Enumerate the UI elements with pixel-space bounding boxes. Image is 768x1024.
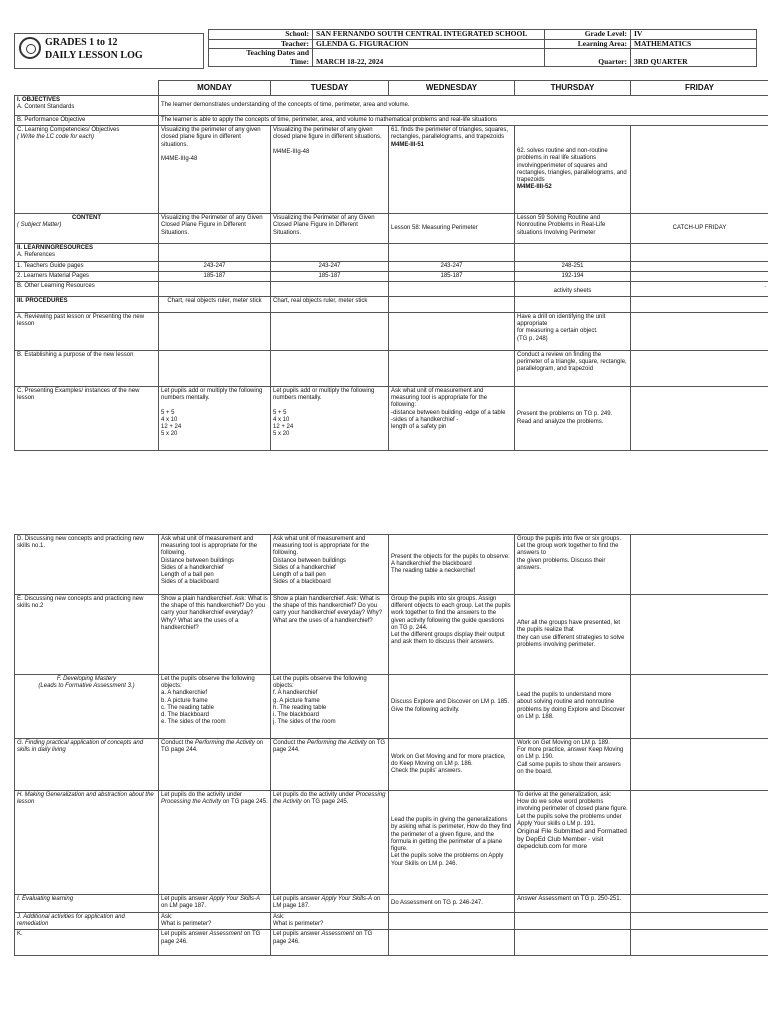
- area-value: MATHEMATICS: [631, 39, 757, 49]
- lesson-table-part1: [14, 80, 768, 451]
- a-thursday: Have a drill on identifying the unit appropriate for measuring a certain object. (TG p. 248): [515, 313, 631, 351]
- e-wednesday: Group the pupils into six groups. Assign different objects to each group. Let the pupils work together to find the answers to the given activity following the guide questions on TG p. 244. Let the different groups display their output and ask them to discuss their answers.: [389, 595, 515, 675]
- day-friday: FRIDAY: [631, 81, 768, 96]
- grade-label: Grade Level:: [545, 30, 631, 40]
- lc-monday: Visualizing the perimeter of any given closed plane figure in different situations. M4ME-IIIg-48: [159, 126, 271, 214]
- row-label-b: B. Establishing a purpose of the new lesson: [15, 351, 159, 387]
- lc-thursday: 62. solves routine and non-routine problems in real life situations involvingperimeter of squares and rectangles, triangles, parallelograms, and trapezoids M4ME-IIII-52: [515, 126, 631, 214]
- d-tuesday: Ask what unit of measurement and measuring tool is appropriate for the following. Distance between buildings Sides of a handkerchief Length of a ball pen Sides of a blackboard: [271, 535, 389, 595]
- content-standards-text: The learner demonstrates understanding of the concepts of time, perimeter, area and volume.: [159, 96, 768, 116]
- row-label-tg: 1. Teachers Guide pages: [15, 261, 159, 271]
- row-label-content: CONTENT ( Subject Matter): [15, 214, 159, 244]
- i-thursday: Answer Assessment on TG p. 250-251.: [515, 895, 631, 913]
- f-wednesday: Discuss Explore and Discover on LM p. 185. Give the following activity.: [389, 675, 515, 739]
- c-monday: Let pupils add or multiply the following numbers mentally. 5 + 5 4 x 10 12 + 24 5 x 20: [159, 387, 271, 451]
- lc-wednesday: 61. finds the perimeter of triangles, squares, rectangles, parallelograms, and trapezoids M4ME-III-51: [389, 126, 515, 214]
- title-line1: GRADES 1 to 12: [45, 37, 118, 48]
- e-tuesday: Show a plain handkerchief. Ask: What is the shape of this handkerchief? Do you carry your handkerchief everyday? Why? What are the uses of a handkerchief?: [271, 595, 389, 675]
- b-thursday: Conduct a review on finding the perimeter of a triangle, square, rectangle, parallelogram, and trapezoid: [515, 351, 631, 387]
- lc-friday: [631, 126, 768, 214]
- j-tuesday: Ask: What is perimeter?: [271, 913, 389, 930]
- row-label-j: J. Additional activities for application and remediation: [15, 913, 159, 930]
- day-wednesday: WEDNESDAY: [389, 81, 515, 96]
- h-monday: Let pupils do the activity under Processing the Activity on TG page 245.: [159, 791, 271, 895]
- row-label-objectives: I. OBJECTIVES A. Content Standards: [15, 96, 159, 116]
- lm-tuesday: 185-187: [271, 271, 389, 281]
- c-thursday: Present the problems on TG p. 249. Read and analyze the problems.: [515, 387, 631, 451]
- c-wednesday: Ask what unit of measurement and measuring tool is appropriate for the following: -distance between building -edge of a table -sides of a handkerchief - length of a safety pin: [389, 387, 515, 451]
- row-label-d: D. Discussing new concepts and practicing new skills no.1.: [15, 535, 159, 595]
- lm-thursday: 192-194: [515, 271, 631, 281]
- dates-value: MARCH 18-22, 2024: [313, 49, 545, 67]
- row-label-k: K.: [15, 930, 159, 956]
- g-monday: Conduct the Performing the Activity on TG page 244.: [159, 739, 271, 791]
- i-monday: Let pupils answer Apply Your Skills-A on LM page 187.: [159, 895, 271, 913]
- header-logo-box: [14, 33, 204, 69]
- lesson-table-part2: [14, 534, 768, 956]
- dates-label: Teaching Dates and Time:: [209, 49, 313, 67]
- row-label-competencies: C. Learning Competencies/ Objectives ( Write the LC code for each): [15, 126, 159, 214]
- lm-monday: 185-187: [159, 271, 271, 281]
- c-tuesday: Let pupils add or multiply the following numbers mentally. 5 + 5 4 x 10 12 + 24 5 x 20: [271, 387, 389, 451]
- lm-wednesday: 185-187: [389, 271, 515, 281]
- content-monday: Visualizing the Perimeter of any Given Closed Plane Figure in Different Situations.: [159, 214, 271, 244]
- proc-tuesday: Chart, real objects ruler, meter stick: [271, 297, 389, 313]
- f-monday: Let the pupils observe the following objects: a. A handkerchief b. A picture frame c. The reading table d. The blackboard e. The sides of the room: [159, 675, 271, 739]
- tg-monday: 243-247: [159, 261, 271, 271]
- deped-seal-icon: [19, 37, 41, 59]
- teacher-label: Teacher:: [209, 39, 313, 49]
- school-label: School:: [209, 30, 313, 40]
- row-label-f: F. Developing Mastery (Leads to Formative Assessment 3.): [15, 675, 159, 739]
- quarter-value: 3RD QUARTER: [631, 49, 757, 67]
- lc-tuesday: Visualizing the perimeter of any given closed plane figure in different situations. M4ME-IIIg-48: [271, 126, 389, 214]
- depedclub-note: Original File Submitted and Formatted by DepEd Club Member - visit depedclub.com for more: [517, 828, 627, 851]
- row-label-c: C. Presenting Examples/ instances of the new lesson: [15, 387, 159, 451]
- j-monday: Ask: What is perimeter?: [159, 913, 271, 930]
- e-monday: Show a plain handkerchief. Ask: What is the shape of this handkerchief? Do you carry your handkerchief everyday? Why? What are the uses of a handkerchief?: [159, 595, 271, 675]
- row-label-performance: B. Performance Objective: [15, 116, 159, 126]
- i-wednesday: Do Assessment on TG p. 246-247.: [389, 895, 515, 913]
- i-tuesday: Let pupils answer Apply Your Skills-A on LM page 187.: [271, 895, 389, 913]
- area-label: Learning Area:: [545, 39, 631, 49]
- content-thursday: Lesson 59 Solving Routine and Nonroutine Problems in Real-Life situations Involving Perimeter: [515, 214, 631, 244]
- g-tuesday: Conduct the Performing the Activity on TG page 244.: [271, 739, 389, 791]
- content-wednesday: Lesson 58: Measuring Perimeter: [389, 214, 515, 244]
- quarter-label: Quarter:: [545, 49, 631, 67]
- header-info-table: [208, 29, 757, 67]
- row-label-other: B. Other Learning Resources: [15, 282, 159, 297]
- proc-monday: Chart, real objects ruler, meter stick: [159, 297, 271, 313]
- day-tuesday: TUESDAY: [271, 81, 389, 96]
- tg-wednesday: 243-247: [389, 261, 515, 271]
- row-label-i: I. Evaluating learning: [15, 895, 159, 913]
- other-friday: .: [631, 282, 768, 297]
- f-tuesday: Let the pupils observe the following objects: f. A handkerchief g. A picture frame h. The reading table i. The blackboard j. The sides of the room: [271, 675, 389, 739]
- title-line2: DAILY LESSON LOG: [45, 50, 143, 61]
- day-header-row: [15, 81, 768, 96]
- g-thursday: Work on Get Moving on LM p. 189. For more practice, answer Keep Moving on LM p. 190. Call some pupils to show their answers on the board.: [515, 739, 631, 791]
- row-label-procedures: III. PROCEDURES: [15, 297, 159, 313]
- tg-thursday: 248-251: [515, 261, 631, 271]
- row-label-resources: II. LEARNINGRESOURCES A. References: [15, 244, 159, 261]
- d-thursday: Group the pupils into five or six groups. Let the group work together to find the answers to the given problems. Discuss their answers.: [515, 535, 631, 595]
- day-thursday: THURSDAY: [515, 81, 631, 96]
- h-thursday: To derive at the generalization, ask: How do we solve word problems involving perimeter of closed plane figure. Let the pupils solve the problems under Apply Your skills o LM p. 191. Original File Submitted and Formatted by DepEd Club Member - visit depedclub.com for more: [515, 791, 631, 895]
- teacher-value: GLENDA G. FIGURACION: [313, 39, 545, 49]
- row-label-g: G. Finding practical application of concepts and skills in daily living: [15, 739, 159, 791]
- content-tuesday: Visualizing the Perimeter of any Given Closed Plane Figure in Different Situations.: [271, 214, 389, 244]
- row-label-a: A. Reviewing past lesson or Presenting the new lesson: [15, 313, 159, 351]
- tg-tuesday: 243-247: [271, 261, 389, 271]
- other-thursday: activity sheets: [515, 282, 631, 297]
- d-wednesday: Present the objects for the pupils to observe: A handkerchief the blackboard The reading table a neckerchief: [389, 535, 515, 595]
- e-thursday: After all the groups have presented, let the pupils realize that they can use different strategies to solve problems involving perimeter.: [515, 595, 631, 675]
- h-wednesday: Lead the pupils in giving the generalizations by asking what is perimeter, How do they find the perimeter of a given figure, and the formula in getting the perimeter of a plane figure. Let the pupils solve the problems on Apply Your Skills on LM p. 246.: [389, 791, 515, 895]
- row-label-lm: 2. Learners Material Pages: [15, 271, 159, 281]
- content-friday: CATCH-UP FRIDAY: [631, 214, 768, 244]
- f-thursday: Lead the pupils to understand more about solving routine and nonroutine problems by doing Explore and Discover on LM p. 188.: [515, 675, 631, 739]
- day-monday: MONDAY: [159, 81, 271, 96]
- d-monday: Ask what unit of measurement and measuring tool is appropriate for the following. Distance between buildings Sides of a handkerchief Length of a ball pen Sides of a blackboard: [159, 535, 271, 595]
- school-value: SAN FERNANDO SOUTH CENTRAL INTEGRATED SCHOOL: [313, 30, 545, 40]
- row-label-h: H. Making Generalization and abstraction about the lesson: [15, 791, 159, 895]
- performance-objective-text: The learner is able to apply the concepts of time, perimeter, area, and volume to mathematical problems and real-life situations: [159, 116, 768, 126]
- k-tuesday: Let pupils answer Assessment on TG page 246.: [271, 930, 389, 956]
- g-wednesday: Work on Get Moving and for more practice, do Keep Moving on LM p. 186. Check the pupils' answers.: [389, 739, 515, 791]
- grade-value: IV: [631, 30, 757, 40]
- row-label-e: E. Discussing new concepts and practicing new skills no.2: [15, 595, 159, 675]
- k-monday: Let pupils answer Assessment on TG page 246.: [159, 930, 271, 956]
- h-tuesday: Let pupils do the activity under Processing the Activity on TG page 245.: [271, 791, 389, 895]
